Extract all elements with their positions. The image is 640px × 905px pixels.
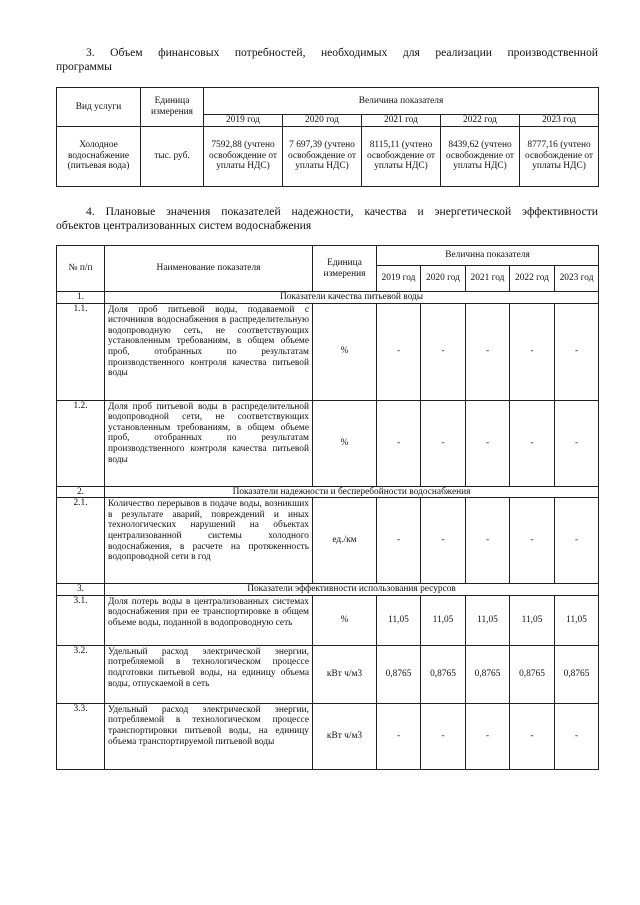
year-header: 2020 год [421, 266, 466, 292]
row-num: 1.2. [57, 400, 105, 486]
row-value: - [377, 703, 421, 769]
table-row [57, 400, 599, 486]
group-num: 1. [57, 292, 105, 304]
row-num: 3.3. [57, 703, 105, 769]
year-header: 2022 год [441, 115, 520, 127]
group-title: Показатели надежности и бесперебойности водоснабжения [105, 486, 599, 498]
group-title: Показатели эффективности использования ресурсов [105, 584, 599, 596]
table-row [57, 498, 599, 584]
table-row [57, 303, 599, 400]
year-header: 2023 год [520, 115, 599, 127]
section-4-heading-line-2: объектов централизованных систем водоснабжения [56, 219, 312, 232]
row-value: - [377, 498, 421, 584]
section-3-heading [56, 46, 598, 74]
group-row [57, 486, 599, 498]
indicators-table [56, 245, 599, 770]
group-row [57, 584, 599, 596]
year-header: 2019 год [377, 266, 421, 292]
section-3-heading-line-2: программы [56, 60, 112, 73]
financial-needs-table [56, 87, 599, 187]
row-value: - [466, 400, 510, 486]
row-value: 11,05 [510, 595, 555, 645]
row-value: 0,8765 [555, 645, 599, 703]
table-row [57, 126, 599, 186]
group-row [57, 292, 599, 304]
row-unit: кВт ч/м3 [313, 645, 377, 703]
row-num: 3.2. [57, 645, 105, 703]
row-value: - [510, 498, 555, 584]
year-header: 2021 год [466, 266, 510, 292]
value-cell: 8115,11 (учтено освобождение от уплаты НДС) [362, 126, 441, 186]
row-unit: ед./км [313, 498, 377, 584]
row-value: - [510, 303, 555, 400]
section-4-heading [56, 205, 598, 233]
group-num: 2. [57, 486, 105, 498]
row-value: 0,8765 [510, 645, 555, 703]
row-unit: % [313, 400, 377, 486]
year-header: 2023 год [555, 266, 599, 292]
row-value: - [555, 400, 599, 486]
row-unit: % [313, 303, 377, 400]
year-header: 2020 год [283, 115, 362, 127]
row-num: 2.1. [57, 498, 105, 584]
table-row [57, 703, 599, 769]
year-header: 2019 год [204, 115, 283, 127]
row-name: Удельный расход электрической энергии, потребляемой в технологическом процессе транспортировки питьевой воды, на единицу объема транспортируемой питьевой воды [105, 703, 313, 769]
row-value: 0,8765 [377, 645, 421, 703]
row-value: - [421, 303, 466, 400]
row-value: - [555, 703, 599, 769]
unit-cell: тыс. руб. [141, 126, 204, 186]
row-value: - [466, 498, 510, 584]
row-value: - [421, 400, 466, 486]
service-cell: Холодное водоснабжение (питьевая вода) [57, 126, 141, 186]
year-header: 2022 год [510, 266, 555, 292]
header-unit: Единица измерения [141, 88, 204, 127]
value-cell: 8439,62 (учтено освобождение от уплаты НДС) [441, 126, 520, 186]
row-unit: кВт ч/м3 [313, 703, 377, 769]
table-row [57, 595, 599, 645]
group-title: Показатели качества питьевой воды [105, 292, 599, 304]
header-value: Величина показателя [204, 88, 599, 115]
row-name: Доля проб питьевой воды в распределительной водопроводной сети, не соответствующих установленным требованиям, в общем объеме проб, отобранных по результатам производственного контроля качества питьевой воды [105, 400, 313, 486]
row-value: - [466, 303, 510, 400]
row-value: - [555, 498, 599, 584]
row-name: Удельный расход электрической энергии, потребляемой в технологическом процессе подготовки питьевой воды, на единицу объема воды, отпускаемой в сеть [105, 645, 313, 703]
row-name: Количество перерывов в подаче воды, возникших в результате аварий, повреждений и иных технологических нарушений на объектах централизованной системы холодного водоснабжения, в расчете на протяженность водопроводной сети в год [105, 498, 313, 584]
value-cell: 8777,16 (учтено освобождение от уплаты НДС) [520, 126, 599, 186]
section-4-heading-line-1: 4. Плановые значения показателей надежности, качества и энергетической эффективности [86, 205, 598, 218]
row-value: - [466, 703, 510, 769]
row-name: Доля проб питьевой воды, подаваемой с источников водоснабжения в распределительную водопроводную сеть, не соответствующих установленным требованиям, в общем объеме проб, отобранных по результатам производственного контроля качества питьевой воды [105, 303, 313, 400]
row-value: 11,05 [555, 595, 599, 645]
row-value: - [377, 400, 421, 486]
row-value: - [377, 303, 421, 400]
header-service: Вид услуги [57, 88, 141, 127]
row-value: - [510, 703, 555, 769]
header-unit: Единица измерения [313, 246, 377, 292]
row-value: - [421, 498, 466, 584]
row-value: 11,05 [421, 595, 466, 645]
row-value: 0,8765 [466, 645, 510, 703]
row-unit: % [313, 595, 377, 645]
header-num: № п/п [57, 246, 105, 292]
year-header: 2021 год [362, 115, 441, 127]
row-value: 11,05 [466, 595, 510, 645]
row-value: - [510, 400, 555, 486]
row-value: 11,05 [377, 595, 421, 645]
section-3-heading-line-1: 3. Объем финансовых потребностей, необходимых для реализации производственной [86, 46, 598, 59]
header-name: Наименование показателя [105, 246, 313, 292]
row-value: - [555, 303, 599, 400]
row-name: Доля потерь воды в централизованных системах водоснабжения при ее транспортировке в общем объеме воды, поданной в водопроводную сеть [105, 595, 313, 645]
row-value: 0,8765 [421, 645, 466, 703]
header-value: Величина показателя [377, 246, 599, 266]
value-cell: 7 697,39 (учтено освобождение от уплаты НДС) [283, 126, 362, 186]
row-num: 3.1. [57, 595, 105, 645]
table-row [57, 645, 599, 703]
value-cell: 7592,88 (учтено освобождение от уплаты НДС) [204, 126, 283, 186]
group-num: 3. [57, 584, 105, 596]
row-value: - [421, 703, 466, 769]
row-num: 1.1. [57, 303, 105, 400]
